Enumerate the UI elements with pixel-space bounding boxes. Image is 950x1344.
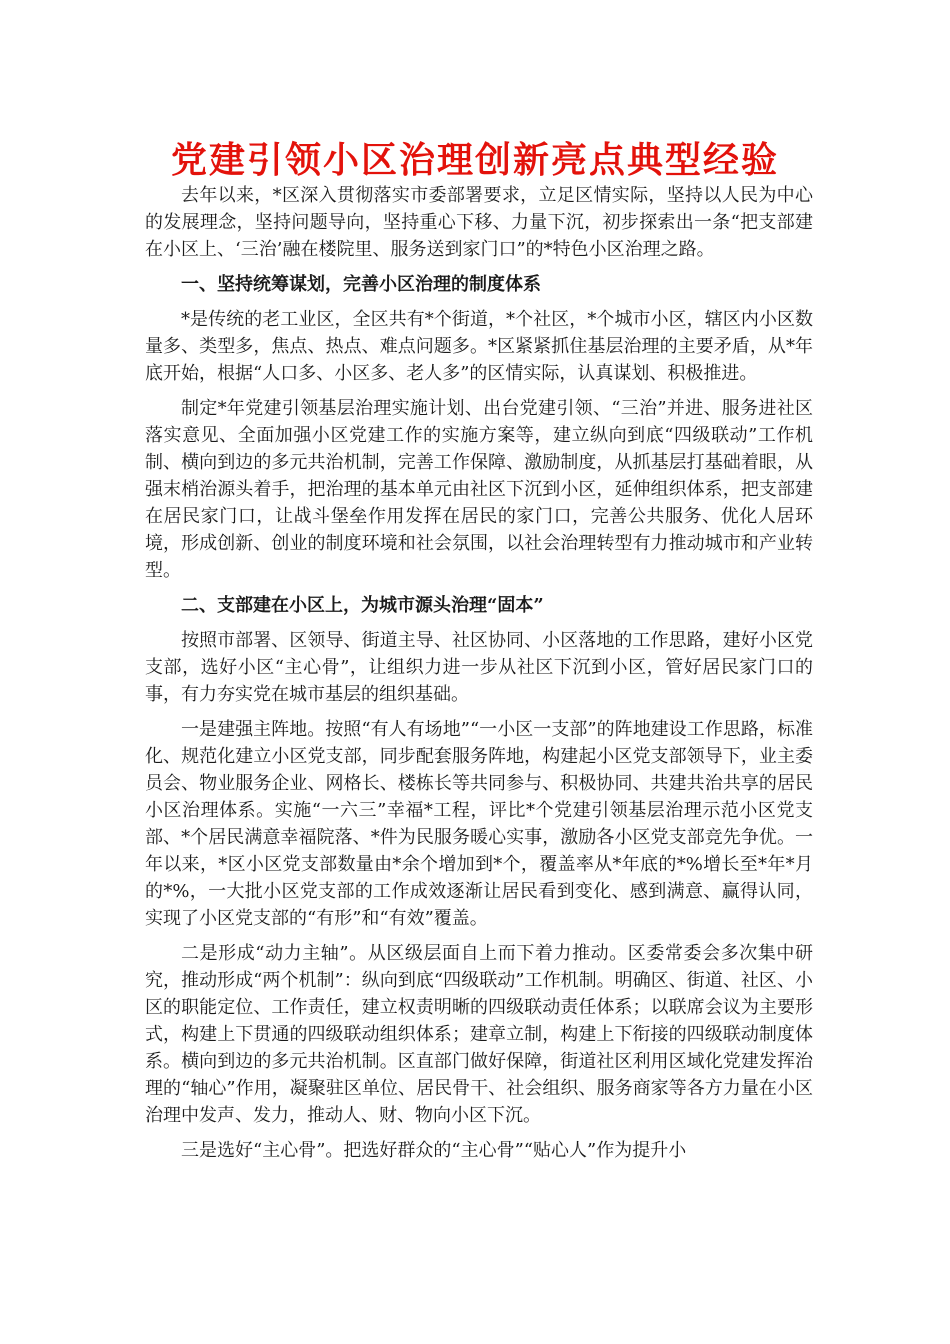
paragraph: 二是形成“动力主轴”。从区级层面自上而下着力推动。区委常委会多次集中研究，推动形成“两个机制”：纵向到底“四级联动”工作机制。明确区、街道、社区、小区的职能定位、工作责任，建立权责明晰的四级联动责任体系；以联席会议为主要形式，构建上下贯通的四级联动组织体系；建章立制，构建上下衔接的四级联动制度体系。横向到边的多元共治机制。区直部门做好保障，街道社区利用区域化党建发挥治理的“轴心”作用，凝聚驻区单位、居民骨干、社会组织、服务商家等各方力量在小区治理中发声、发力，推动人、财、物向小区下沉。	[145, 943, 813, 1126]
section-heading-1: 一、坚持统筹谋划，完善小区治理的制度体系	[181, 274, 541, 295]
paragraph: 制定*年党建引领基层治理实施计划、出台党建引领、“三治”并进、服务进社区落实意见、全面加强小区党建工作的实施方案等，建立纵向到底“四级联动”工作机制、横向到边的多元共治机制，完善工作保障、激励制度，从抓基层打基础着眼，从强末梢治源头着手，把治理的基本单元由社区下沉到小区，延伸组织体系，把支部建在居民家门口，让战斗堡垒作用发挥在居民的家门口，完善公共服务、优化人居环境，形成创新、创业的制度环境和社会氛围，以社会治理转型有力推动城市和产业转型。	[145, 398, 813, 581]
paragraph: *是传统的老工业区，全区共有*个街道，*个社区，*个城市小区，辖区内小区数量多、类型多，焦点、热点、难点问题多。*区紧紧抓住基层治理的主要矛盾，从*年底开始，根据“人口多、小区多、老人多”的区情实际，认真谋划、积极推进。	[145, 309, 813, 384]
section-heading-2: 二、支部建在小区上，为城市源头治理“固本”	[181, 595, 544, 616]
paragraph: 三是选好“主心骨”。把选好群众的“主心骨”“贴心人”作为提升小	[181, 1140, 687, 1161]
document-title: 党建引领小区治理创新亮点典型经验	[170, 139, 779, 181]
paragraph: 一是建强主阵地。按照“有人有场地”“一小区一支部”的阵地建设工作思路，标准化、规范化建立小区党支部，同步配套服务阵地，构建起小区党支部领导下，业主委员会、物业服务企业、网格长、楼栋长等共同参与、积极协同、共建共治共享的居民小区治理体系。实施“一六三”幸福*工程，评比*个党建引领基层治理示范小区党支部、*个居民满意幸福院落、*件为民服务暖心实事，激励各小区党支部竞先争优。一年以来，*区小区党支部数量由*余个增加到*个，覆盖率从*年底的*%增长至*年*月的*%，一大批小区党支部的工作成效逐渐让居民看到变化、感到满意、赢得认同，实现了小区党支部的“有形”和“有效”覆盖。	[145, 719, 813, 929]
document-body	[145, 182, 813, 1172]
paragraph: 按照市部署、区领导、街道主导、社区协同、小区落地的工作思路，建好小区党支部，选好小区“主心骨”，让组织力进一步从社区下沉到小区，管好居民家门口的事，有力夯实党在城市基层的组织基础。	[145, 630, 813, 705]
paragraph-intro: 去年以来，*区深入贯彻落实市委部署要求，立足区情实际，坚持以人民为中心的发展理念，坚持问题导向，坚持重心下移、力量下沉，初步探索出一条“把支部建在小区上、‘三治’融在楼院里、服务送到家门口”的*特色小区治理之路。	[145, 185, 813, 260]
